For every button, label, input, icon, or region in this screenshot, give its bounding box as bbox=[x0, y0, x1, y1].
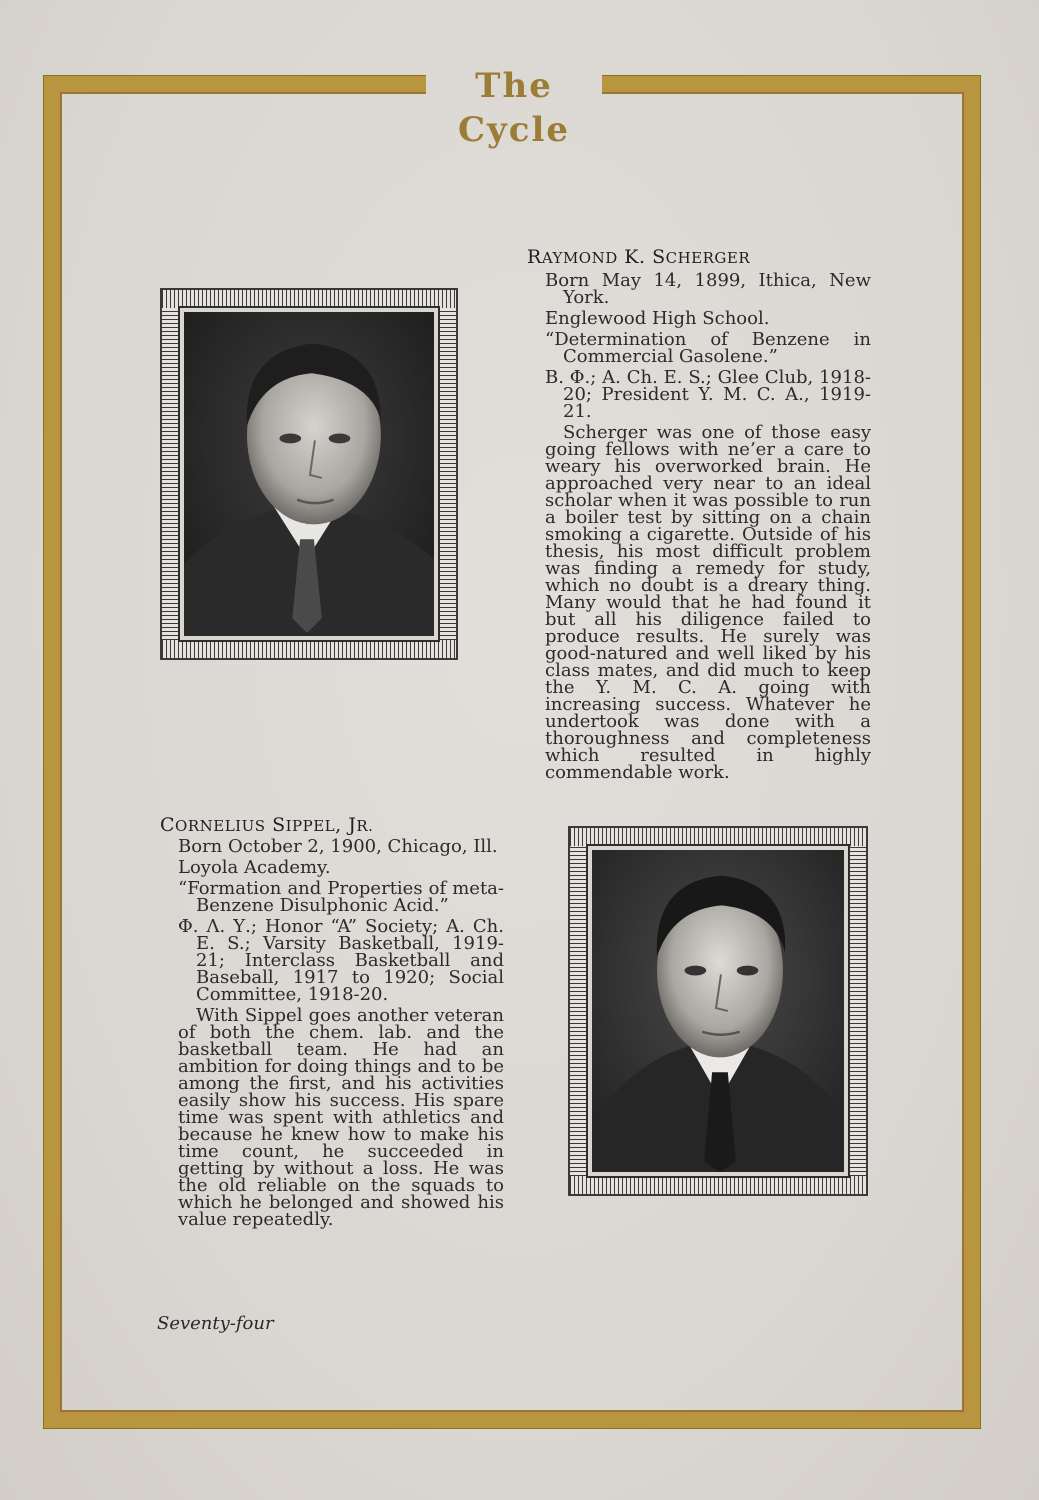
portrait-frame-scherger bbox=[160, 288, 458, 660]
graduate-name-sippel: CORNELIUS SIPPEL, JR. bbox=[160, 814, 374, 836]
birth-info: Born October 2, 1900, Chicago, Ill. bbox=[178, 836, 498, 857]
birth-info: Born May 14, 1899, Ithica, New York. bbox=[545, 270, 871, 308]
thesis-title: “Determination of Benzene in Commercial Gasolene.” bbox=[545, 329, 871, 367]
running-header-title: The Cycle bbox=[426, 64, 602, 108]
high-school: Englewood High School. bbox=[545, 308, 770, 329]
thesis-title: “Formation and Properties of meta-Benzene Disulphonic Acid.” bbox=[178, 878, 504, 916]
biography-scherger bbox=[545, 272, 871, 785]
biography-sippel bbox=[178, 838, 504, 1232]
activities-list: B. Φ.; A. Ch. E. S.; Glee Club, 1918-20; President Y. M. C. A., 1919-21. bbox=[545, 367, 871, 422]
portrait-photo-scherger bbox=[184, 312, 434, 636]
portrait-frame-sippel bbox=[568, 826, 868, 1196]
graduate-name-scherger: RAYMOND K. SCHERGER bbox=[527, 246, 751, 268]
high-school: Loyola Academy. bbox=[178, 857, 331, 878]
portrait-photo-sippel bbox=[592, 850, 844, 1172]
page-number: Seventy-four bbox=[157, 1313, 274, 1334]
biography-paragraph: With Sippel goes another veteran of both the chem. lab. and the basketball team. He had an ambition for doing things and to be among the first, and his activities easily show his success. His spare time was spent with athletics and because he knew how to make his time count, he succeeded in getting by without a loss. He was the old reliable on the squads to which he belonged and showed his value repeatedly. bbox=[178, 1005, 504, 1230]
biography-paragraph: Scherger was one of those easy going fellows with ne’er a care to weary his overworked brain. He approached very near to an ideal scholar when it was possible to run a boiler test by sitting on a chain smoking a cigarette. Outside of his thesis, his most difficult problem was finding a remedy for study, which no doubt is a dreary thing. Many would that he had found it but all his diligence failed to produce results. He surely was good-natured and well liked by his class mates, and did much to keep the Y. M. C. A. going with increasing success. Whatever he undertook was done with a thoroughness and completeness which resulted in highly commendable work. bbox=[545, 422, 871, 783]
activities-list: Φ. Λ. Υ.; Honor “A” Society; A. Ch. E. S.; Varsity Basketball, 1919-21; Interclass Basketball and Baseball, 1917 to 1920; Social Committee, 1918-20. bbox=[178, 916, 504, 1005]
